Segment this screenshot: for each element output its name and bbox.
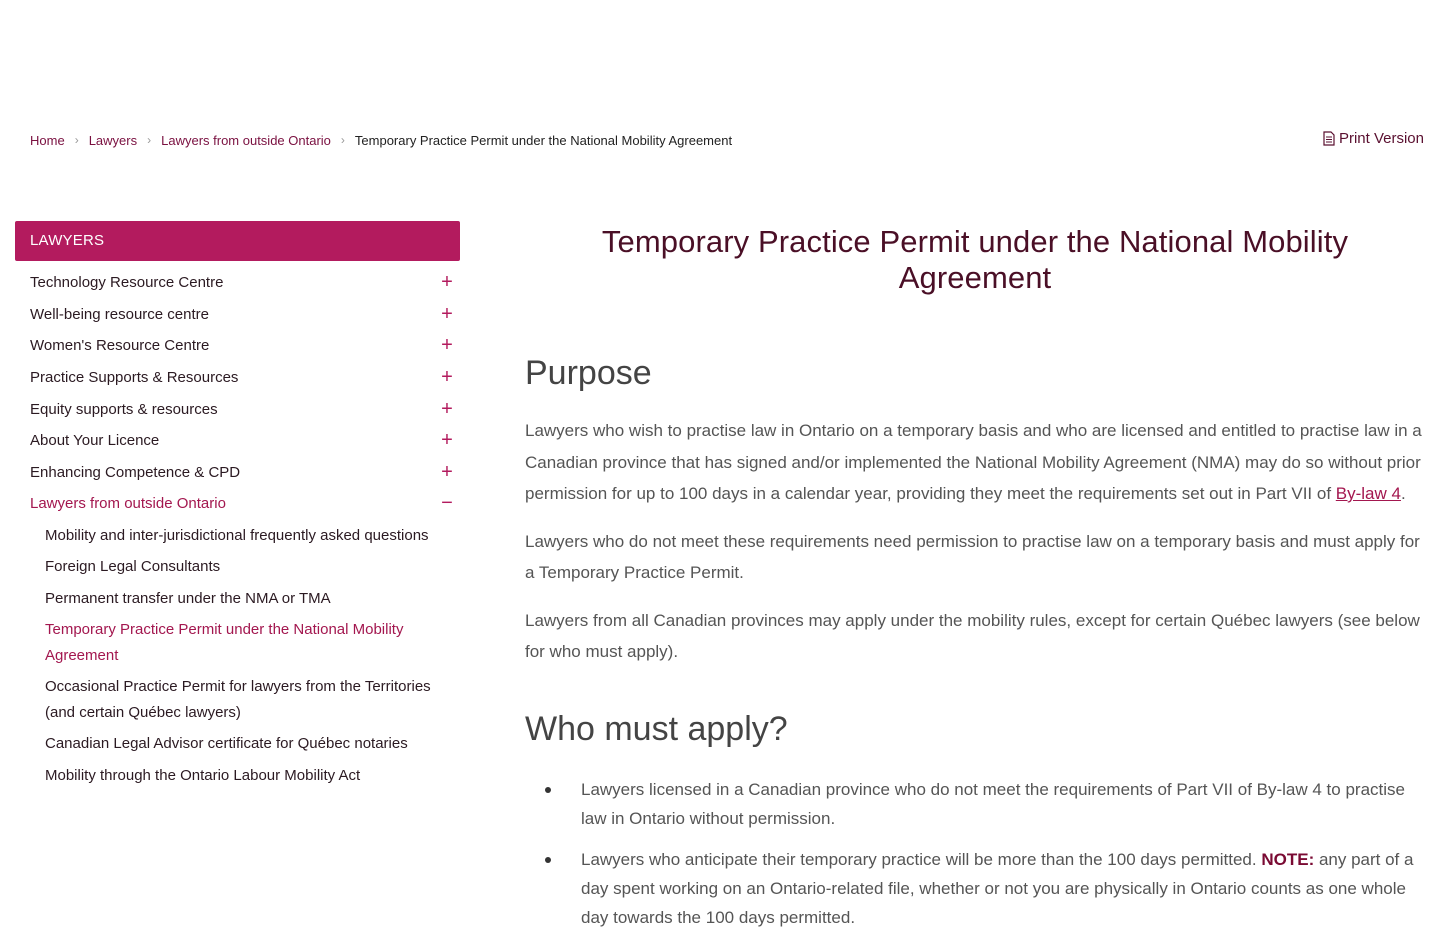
sidebar-item-label: Enhancing Competence & CPD	[30, 463, 241, 481]
breadcrumb-current: Temporary Practice Permit under the National Mobility Agreement	[354, 132, 733, 148]
sidebar-item-licence[interactable]	[15, 425, 460, 457]
sidebar-item-wellbeing[interactable]	[15, 299, 460, 331]
who-must-apply-list	[525, 775, 1425, 932]
plus-icon[interactable]: +	[441, 334, 453, 357]
sidebar-item-label: Practice Supports & Resources	[30, 369, 239, 387]
sidebar-item-label: Well-being resource centre	[30, 305, 209, 323]
plus-icon[interactable]: +	[441, 397, 453, 420]
page-title: Temporary Practice Permit under the National Mobility Agreement	[601, 224, 1349, 295]
paragraph-end: .	[1400, 484, 1406, 503]
sidebar-subitem-permanent-transfer[interactable]: Permanent transfer under the NMA or TMA	[45, 589, 331, 607]
plus-icon[interactable]: +	[441, 366, 453, 389]
purpose-paragraph-2: Lawyers who do not meet these requirements need permission to practise law on a temporary basis and must apply for a Temporary Practice Permit.	[525, 531, 1420, 582]
breadcrumb	[30, 130, 732, 150]
chevron-right-icon: ›	[147, 133, 152, 147]
sidebar-subitem-foreign-consultants[interactable]: Foreign Legal Consultants	[45, 558, 221, 576]
note-label: NOTE:	[1261, 849, 1315, 869]
sidebar-item-label: Technology Resource Centre	[30, 274, 224, 292]
document-icon	[1323, 131, 1335, 146]
print-version-link[interactable]	[1323, 130, 1424, 147]
sidebar-item-equity[interactable]	[15, 393, 460, 425]
sidebar-item-outside-ontario[interactable]	[15, 488, 460, 520]
sidebar-item-technology[interactable]	[15, 267, 460, 299]
paragraph-text: Lawyers who wish to practise law in Ontario on a temporary basis and who are licensed and entitled to practise law in a Canadian province that has signed and/or implemented the National Mobility Agreement (NMA) may do so without prior permission for up to 100 days in a calendar year, providing they meet the requirements set out in Part VII of	[525, 421, 1422, 503]
plus-icon[interactable]: +	[441, 302, 453, 325]
sidebar-subitem-legal-advisor[interactable]: Canadian Legal Advisor certificate for Québec notaries	[45, 735, 408, 753]
sidebar-item-practice-supports[interactable]	[15, 362, 460, 394]
minus-icon[interactable]: −	[441, 492, 453, 515]
breadcrumb-home[interactable]: Home	[30, 132, 65, 148]
sidebar-nav	[15, 221, 460, 791]
sidebar-item-womens[interactable]	[15, 330, 460, 362]
purpose-paragraph-1	[525, 415, 1425, 510]
sidebar-subitem-temporary-permit[interactable]: Temporary Practice Permit under the National Mobility Agreement	[45, 621, 404, 664]
sidebar-item-competence[interactable]	[15, 457, 460, 489]
sidebar-sublist	[15, 520, 460, 792]
sidebar-item-label: About Your Licence	[30, 432, 160, 450]
chevron-right-icon: ›	[340, 133, 345, 147]
sidebar-item-label: Equity supports & resources	[30, 400, 218, 418]
chevron-right-icon: ›	[74, 133, 79, 147]
purpose-paragraph-3: Lawyers from all Canadian provinces may apply under the mobility rules, except for certain Québec lawyers (see below for who must apply).	[525, 610, 1420, 661]
sidebar-item-label: Lawyers from outside Ontario	[30, 495, 226, 513]
bullet-text: Lawyers who anticipate their temporary practice will be more than the 100 days permitted.	[581, 849, 1262, 869]
sidebar-list	[15, 261, 460, 520]
plus-icon[interactable]: +	[441, 429, 453, 452]
main-content	[525, 220, 1425, 944]
sidebar-item-label: Women's Resource Centre	[30, 337, 210, 355]
purpose-heading: Purpose	[525, 354, 652, 392]
sidebar-heading[interactable]: LAWYERS	[15, 221, 460, 261]
sidebar-subitem-labour-mobility[interactable]: Mobility through the Ontario Labour Mobility Act	[45, 766, 361, 784]
plus-icon[interactable]: +	[441, 271, 453, 294]
plus-icon[interactable]: +	[441, 460, 453, 483]
sidebar-subitem-mobility-faq[interactable]: Mobility and inter-jurisdictional frequently asked questions	[45, 526, 429, 544]
breadcrumb-lawyers-outside-ontario[interactable]: Lawyers from outside Ontario	[161, 132, 331, 148]
list-item: Lawyers licensed in a Canadian province who do not meet the requirements of Part VII of By-law 4 to practise law in Ontario without permission.	[545, 775, 1425, 833]
print-version-label: Print Version	[1338, 130, 1424, 147]
who-must-apply-heading: Who must apply?	[525, 709, 788, 748]
sidebar-subitem-occasional-permit[interactable]: Occasional Practice Permit for lawyers from the Territories (and certain Québec lawyers)	[45, 678, 431, 721]
list-item	[545, 845, 1425, 932]
bylaw-4-link[interactable]: By-law 4	[1335, 484, 1401, 503]
breadcrumb-lawyers[interactable]: Lawyers	[88, 132, 138, 148]
bullet-text-rest: any part of a day spent working on an Ontario-related file, whether or not you are physically in Ontario counts as one whole day towards the 100 days permitted.	[581, 849, 1414, 927]
